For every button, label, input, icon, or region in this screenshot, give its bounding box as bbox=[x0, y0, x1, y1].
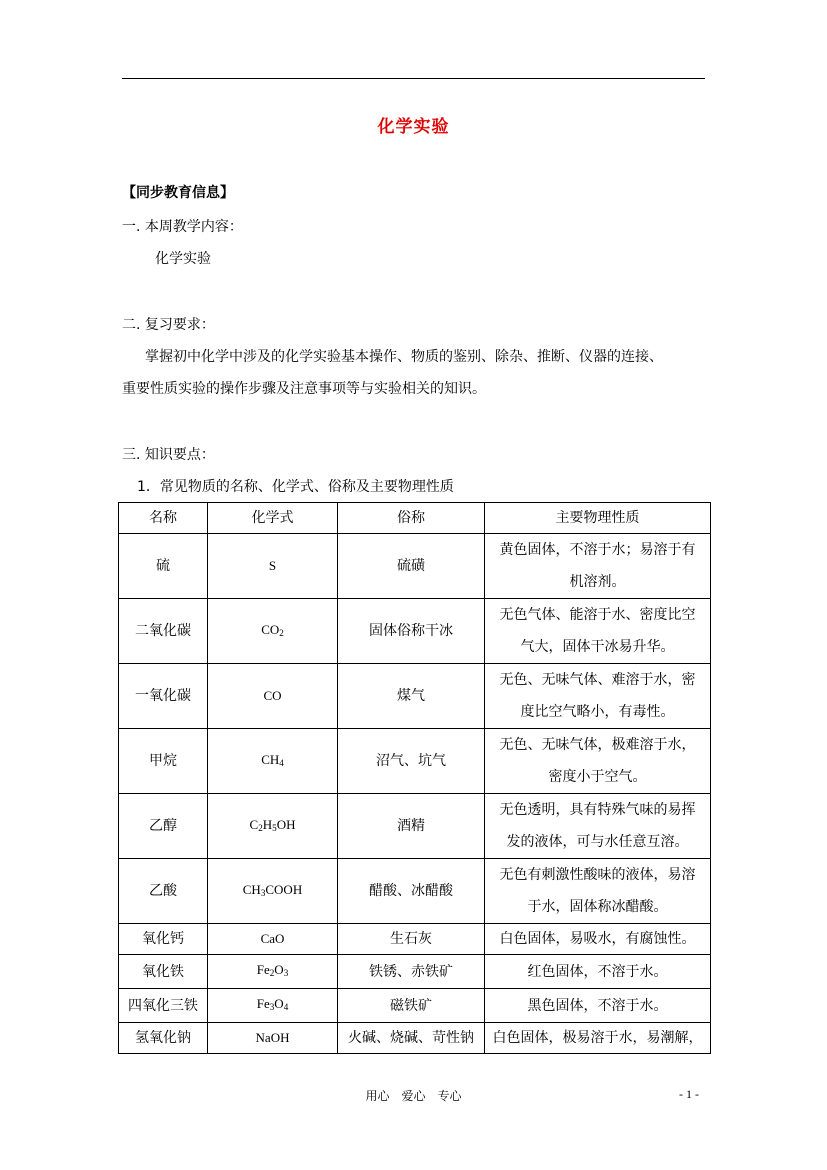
table-row bbox=[119, 794, 711, 859]
formula-part: CH bbox=[261, 751, 280, 767]
page-number: - 1 - bbox=[679, 1087, 699, 1101]
table-row bbox=[119, 859, 711, 924]
table-row bbox=[119, 1023, 711, 1054]
formula-subscript: 4 bbox=[283, 1002, 289, 1012]
formula-part: O bbox=[274, 962, 284, 977]
formula-part: CO bbox=[261, 621, 280, 637]
cell-formula bbox=[208, 859, 338, 924]
section-header: 【同步教育信息】 bbox=[122, 185, 234, 201]
formula-part: Fe bbox=[256, 996, 270, 1011]
cell-properties bbox=[485, 859, 711, 924]
properties-line: 无色透明，具有特殊气味的易挥 bbox=[499, 802, 696, 818]
cell-properties bbox=[485, 534, 711, 599]
formula-part: COOH bbox=[265, 881, 303, 897]
footer-motto: 用心 爱心 专心 bbox=[365, 1089, 462, 1103]
properties-line: 白色固体，极易溶于水，易潮解， bbox=[492, 1030, 703, 1046]
table-row bbox=[119, 534, 711, 599]
cell-name: 四氧化三铁 bbox=[119, 989, 208, 1023]
cell-formula bbox=[208, 599, 338, 664]
formula-subscript: 3 bbox=[283, 968, 289, 978]
formula-part: CaO bbox=[260, 931, 285, 946]
formula-part: CH bbox=[242, 881, 261, 897]
cell-formula bbox=[208, 729, 338, 794]
cell-name: 二氧化碳 bbox=[119, 599, 208, 664]
table-row bbox=[119, 664, 711, 729]
table-row bbox=[119, 989, 711, 1023]
formula-subscript: 4 bbox=[279, 757, 284, 768]
cell-common-name: 铁锈、赤铁矿 bbox=[338, 955, 485, 989]
page-title: 化学实验 bbox=[377, 117, 450, 137]
cell-common-name: 固体俗称干冰 bbox=[338, 599, 485, 664]
section-2-content-line2: 重要性质实验的操作步骤及注意事项等与实验相关的知识。 bbox=[122, 381, 486, 397]
formula-part: H bbox=[262, 816, 273, 832]
properties-line: 无色、无味气体，极难溶于水， bbox=[499, 737, 696, 753]
cell-properties bbox=[485, 1023, 711, 1054]
cell-common-name: 煤气 bbox=[338, 664, 485, 729]
cell-formula bbox=[208, 955, 338, 989]
cell-properties bbox=[485, 989, 711, 1023]
cell-formula bbox=[208, 794, 338, 859]
table-header-row bbox=[119, 503, 711, 534]
cell-name: 氧化钙 bbox=[119, 924, 208, 955]
cell-name: 甲烷 bbox=[119, 729, 208, 794]
cell-common-name: 醋酸、冰醋酸 bbox=[338, 859, 485, 924]
table-row bbox=[119, 955, 711, 989]
section-3-item-1: 1．常见物质的名称、化学式、俗称及主要物理性质 bbox=[137, 479, 454, 495]
section-2-content-line1: 掌握初中化学中涉及的化学实验基本操作、物质的鉴别、除杂、推断、仪器的连接、 bbox=[145, 349, 663, 365]
formula-subscript: 3 bbox=[269, 1002, 275, 1012]
formula-part: C bbox=[249, 816, 259, 832]
cell-name: 一氧化碳 bbox=[119, 664, 208, 729]
properties-line: 机溶剂。 bbox=[569, 574, 626, 590]
cell-properties bbox=[485, 955, 711, 989]
cell-name: 乙醇 bbox=[119, 794, 208, 859]
formula-part: S bbox=[268, 558, 277, 573]
cell-common-name: 火碱、烧碱、苛性钠 bbox=[338, 1023, 485, 1054]
cell-properties bbox=[485, 599, 711, 664]
formula-subscript: 5 bbox=[272, 822, 277, 833]
cell-common-name: 酒精 bbox=[338, 794, 485, 859]
table-row bbox=[119, 729, 711, 794]
table-row bbox=[119, 599, 711, 664]
formula-subscript: 2 bbox=[258, 822, 263, 833]
cell-formula bbox=[208, 989, 338, 1023]
cell-formula bbox=[208, 924, 338, 955]
properties-line: 白色固体，易吸水，有腐蚀性。 bbox=[499, 931, 696, 947]
formula-part: CO bbox=[263, 688, 282, 703]
header-rule bbox=[122, 78, 705, 79]
properties-line: 无色气体、能溶于水、密度比空 bbox=[499, 607, 696, 623]
cell-name: 乙酸 bbox=[119, 859, 208, 924]
properties-line: 黑色固体，不溶于水。 bbox=[527, 997, 668, 1014]
section-2-heading: 二. 复习要求： bbox=[122, 317, 215, 333]
formula-subscript: 2 bbox=[269, 968, 275, 978]
header-formula: 化学式 bbox=[208, 503, 338, 534]
properties-line: 于水，固体称冰醋酸。 bbox=[527, 899, 668, 915]
cell-common-name: 生石灰 bbox=[338, 924, 485, 955]
formula-part: O bbox=[274, 996, 284, 1011]
properties-line: 密度小于空气。 bbox=[548, 769, 647, 785]
header-name: 名称 bbox=[119, 503, 208, 534]
properties-line: 度比空气略小，有毒性。 bbox=[520, 704, 675, 720]
cell-properties bbox=[485, 924, 711, 955]
properties-line: 黄色固体，不溶于水；易溶于有 bbox=[499, 542, 696, 558]
section-1-content: 化学实验 bbox=[155, 251, 211, 267]
formula-subscript: 2 bbox=[279, 627, 284, 638]
header-properties: 主要物理性质 bbox=[485, 503, 711, 534]
cell-common-name: 硫磺 bbox=[338, 534, 485, 599]
formula-part: OH bbox=[276, 816, 296, 832]
cell-formula bbox=[208, 1023, 338, 1054]
header-common-name: 俗称 bbox=[338, 503, 485, 534]
properties-line: 发的液体，可与水任意互溶。 bbox=[506, 834, 689, 850]
cell-common-name: 沼气、坑气 bbox=[338, 729, 485, 794]
cell-common-name: 磁铁矿 bbox=[338, 989, 485, 1023]
cell-properties bbox=[485, 794, 711, 859]
cell-formula bbox=[208, 664, 338, 729]
cell-name: 氢氧化钠 bbox=[119, 1023, 208, 1054]
formula-subscript: 3 bbox=[260, 887, 266, 898]
section-1-heading: 一. 本周教学内容： bbox=[122, 219, 243, 235]
cell-name: 硫 bbox=[119, 534, 208, 599]
table-row bbox=[119, 924, 711, 955]
properties-line: 无色有刺激性酸味的液体，易溶 bbox=[499, 867, 696, 883]
formula-part: NaOH bbox=[255, 1030, 290, 1045]
properties-line: 红色固体，不溶于水。 bbox=[527, 963, 668, 980]
cell-properties bbox=[485, 729, 711, 794]
cell-name: 氧化铁 bbox=[119, 955, 208, 989]
formula-part: Fe bbox=[256, 962, 270, 977]
cell-properties bbox=[485, 664, 711, 729]
properties-line: 气大，固体干冰易升华。 bbox=[520, 639, 675, 655]
cell-formula bbox=[208, 534, 338, 599]
properties-line: 无色、无味气体、难溶于水，密 bbox=[499, 672, 696, 688]
section-3-heading: 三. 知识要点： bbox=[122, 447, 215, 463]
properties-table bbox=[118, 502, 711, 1054]
